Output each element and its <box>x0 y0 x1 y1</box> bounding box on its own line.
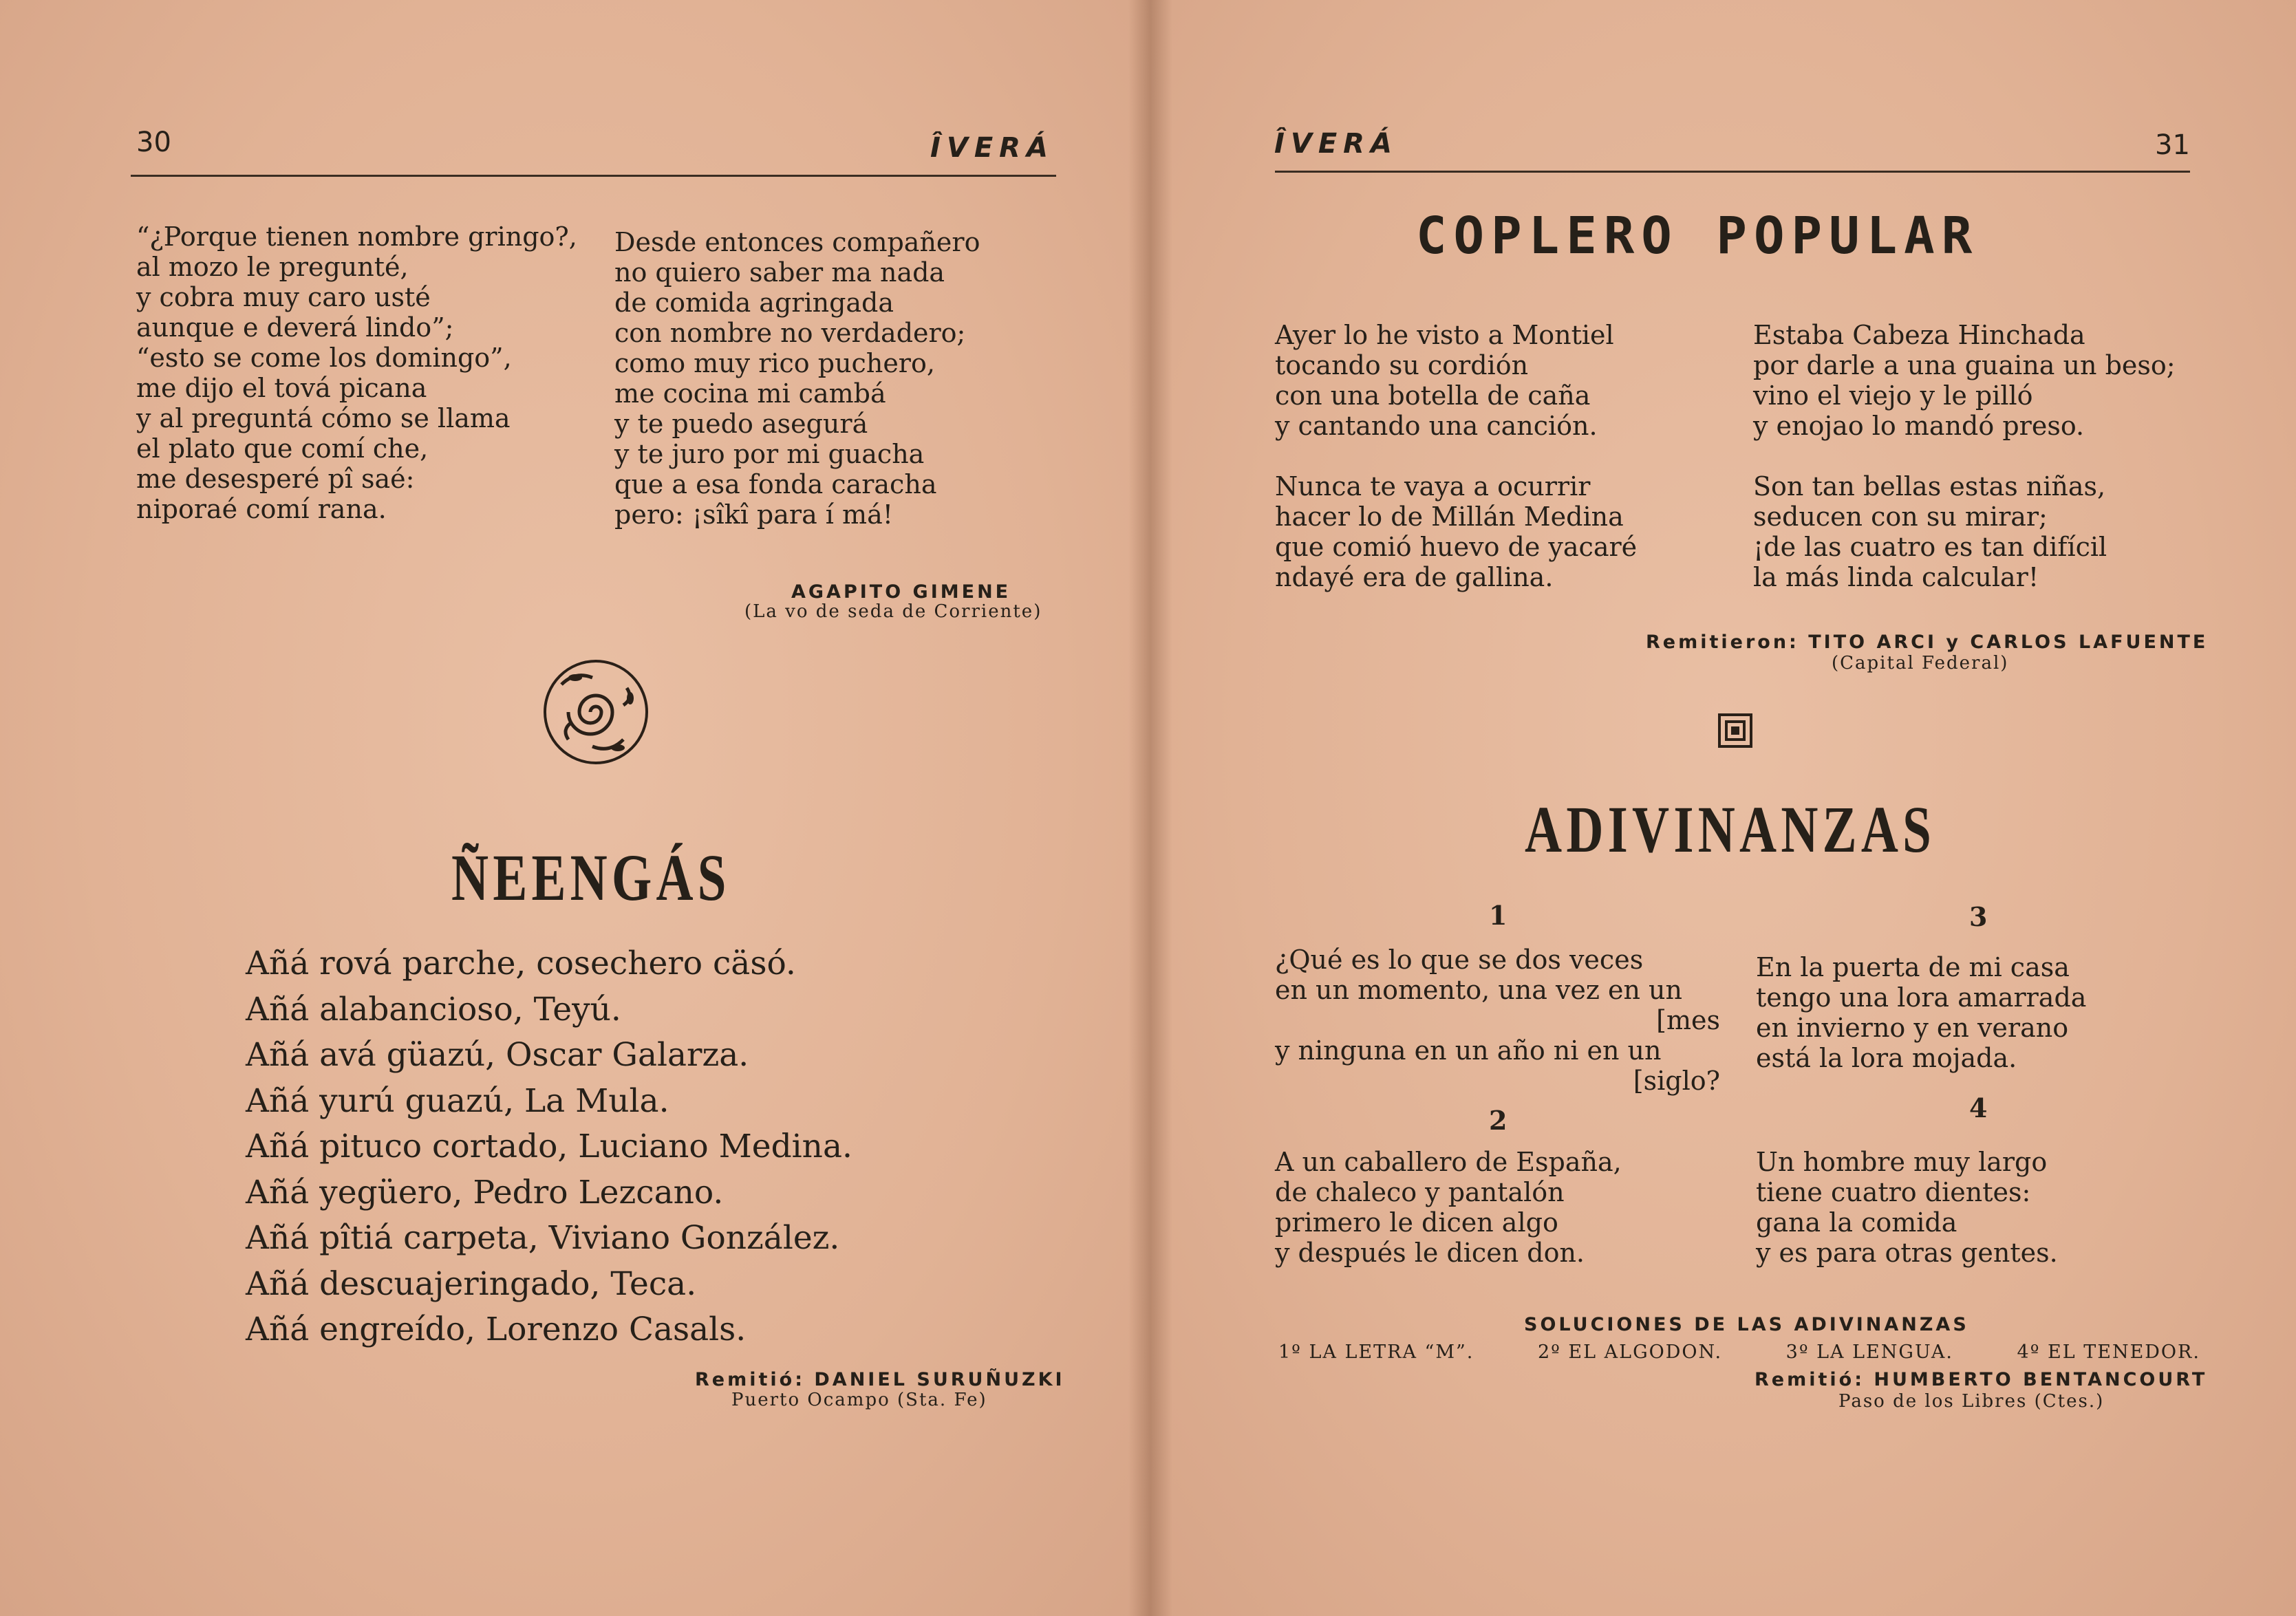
section-title-neengas <box>451 839 809 916</box>
page-number-left: 30 <box>136 127 171 158</box>
riddle-3 <box>1756 952 2086 1073</box>
poem-column-1 <box>136 222 577 524</box>
riddle-3-text: En la puerta de mi casa tengo una lora amarrada en invierno y en verano está la lora mojada. <box>1756 952 2087 1073</box>
copla-1: Ayer lo he visto a Montiel tocando su cordión con una botella de caña y cantando una canción. <box>1275 320 1614 441</box>
riddle-number-3: 3 <box>1969 901 1988 932</box>
section-title-adivinanzas-text: ADIVINANZAS <box>1525 793 1936 866</box>
section-title-neengas-text: ÑEENGÁS <box>451 841 731 914</box>
remitio-credit-left: Remitió: DANIEL SURUÑUZKI <box>695 1369 1065 1390</box>
solution-2: 2º EL ALGODON. <box>1537 1342 1723 1363</box>
poem-column-1-text: “¿Porque tienen nombre gringo?, al mozo le pregunté, y cobra muy caro usté aunque e deverá lindo”; “esto se come los domingo”, me dijo el tová picana y al preguntá cómo se llama el plato que comí che, me desesperé pî saé: niporaé comí rana. <box>136 222 577 524</box>
remitio-credit-left-sub: Puerto Ocampo (Sta. Fe) <box>731 1390 987 1410</box>
author-credit-sub: (La vo de seda de Corriente) <box>744 601 1042 622</box>
solution-4: 4º EL TENEDOR. <box>2017 1342 2200 1363</box>
floral-ornament-icon <box>541 657 651 767</box>
page-number-right: 31 <box>2155 129 2190 161</box>
square-ornament-icon <box>1717 713 1753 751</box>
riddle-number-4: 4 <box>1969 1092 1988 1123</box>
solution-3: 3º LA LENGUA. <box>1785 1342 1953 1363</box>
remitieron-credit: Remitieron: TITO ARCI y CARLOS LAFUENTE <box>1646 632 2209 653</box>
header-rule-left <box>131 175 1056 177</box>
solutions-row <box>1278 1342 2200 1363</box>
riddle-1-line: en un momento, una vez en un <box>1275 975 1683 1005</box>
section-title-adivinanzas <box>1525 791 2051 868</box>
remitio-credit-right: Remitió: HUMBERTO BENTANCOURT <box>1755 1369 2208 1390</box>
riddle-1-line: y ninguna en un año ni en un <box>1275 1035 1662 1066</box>
riddle-1 <box>1275 945 1720 1096</box>
neengas-list-text: Añá rová parche, cosechero cäsó. Añá alabancioso, Teyú. Añá avá güazú, Oscar Galarza. Añá yurú guazú, La Mula. Añá pituco cortado, Luciano Medina. Añá yegüero, Pedro Lezcano. Añá pîtiá carpeta, Viviano González. Añá descuajeringado, Teca. Añá engreído, Lorenzo Casals. <box>246 945 852 1348</box>
running-header-left: ÎVERÁ <box>930 132 1054 164</box>
riddle-number-2: 2 <box>1489 1105 1508 1136</box>
riddle-1-line: [siglo? <box>1633 1066 1720 1096</box>
author-credit: AGAPITO GIMENE <box>791 581 1011 603</box>
poem-column-2 <box>614 227 980 530</box>
copla-2: Nunca te vaya a ocurrir hacer lo de Millán Medina que comió huevo de yacaré ndayé era de gallina. <box>1275 471 1638 592</box>
coplas-column-2 <box>1753 320 2176 592</box>
header-rule-right <box>1275 171 2190 173</box>
riddle-1-line: ¿Qué es lo que se dos veces <box>1275 945 1644 975</box>
running-header-right: ÎVERÁ <box>1274 128 1398 160</box>
coplas-column-1 <box>1275 320 1637 592</box>
riddle-number-1: 1 <box>1489 900 1508 931</box>
riddle-4-text: Un hombre muy largo tiene cuatro dientes: gana la comida y es para otras gentes. <box>1756 1147 2058 1268</box>
riddle-4 <box>1756 1147 2058 1268</box>
riddle-1-line: [mes <box>1656 1005 1720 1035</box>
neengas-list <box>246 941 852 1353</box>
riddle-2-text: A un caballero de España, de chaleco y pantalón primero le dicen algo y después le dicen don. <box>1275 1147 1622 1268</box>
riddle-2 <box>1275 1147 1622 1268</box>
copla-4: Son tan bellas estas niñas, seducen con su mirar; ¡de las cuatro es tan difícil la más linda calcular! <box>1753 471 2107 592</box>
copla-3: Estaba Cabeza Hinchada por darle a una guaina un beso; vino el viejo y le pilló y enojao lo mandó preso. <box>1753 320 2176 441</box>
remitio-credit-right-sub: Paso de los Libres (Ctes.) <box>1838 1391 2105 1412</box>
remitieron-credit-sub: (Capital Federal) <box>1832 653 2009 674</box>
section-title-coplero: COPLERO POPULAR <box>1416 206 1980 266</box>
solution-1: 1º LA LETRA “M”. <box>1278 1342 1474 1363</box>
poem-column-2-text: Desde entonces compañero no quiero saber ma nada de comida agringada con nombre no verdadero; como muy rico puchero, me cocina mi cambá y te puedo asegurá y te juro por mi guacha que a esa fonda caracha pero: ¡sîkî para í má! <box>614 227 980 530</box>
solutions-title: SOLUCIONES DE LAS ADIVINANZAS <box>1524 1314 1969 1335</box>
book-gutter <box>1128 0 1172 1616</box>
